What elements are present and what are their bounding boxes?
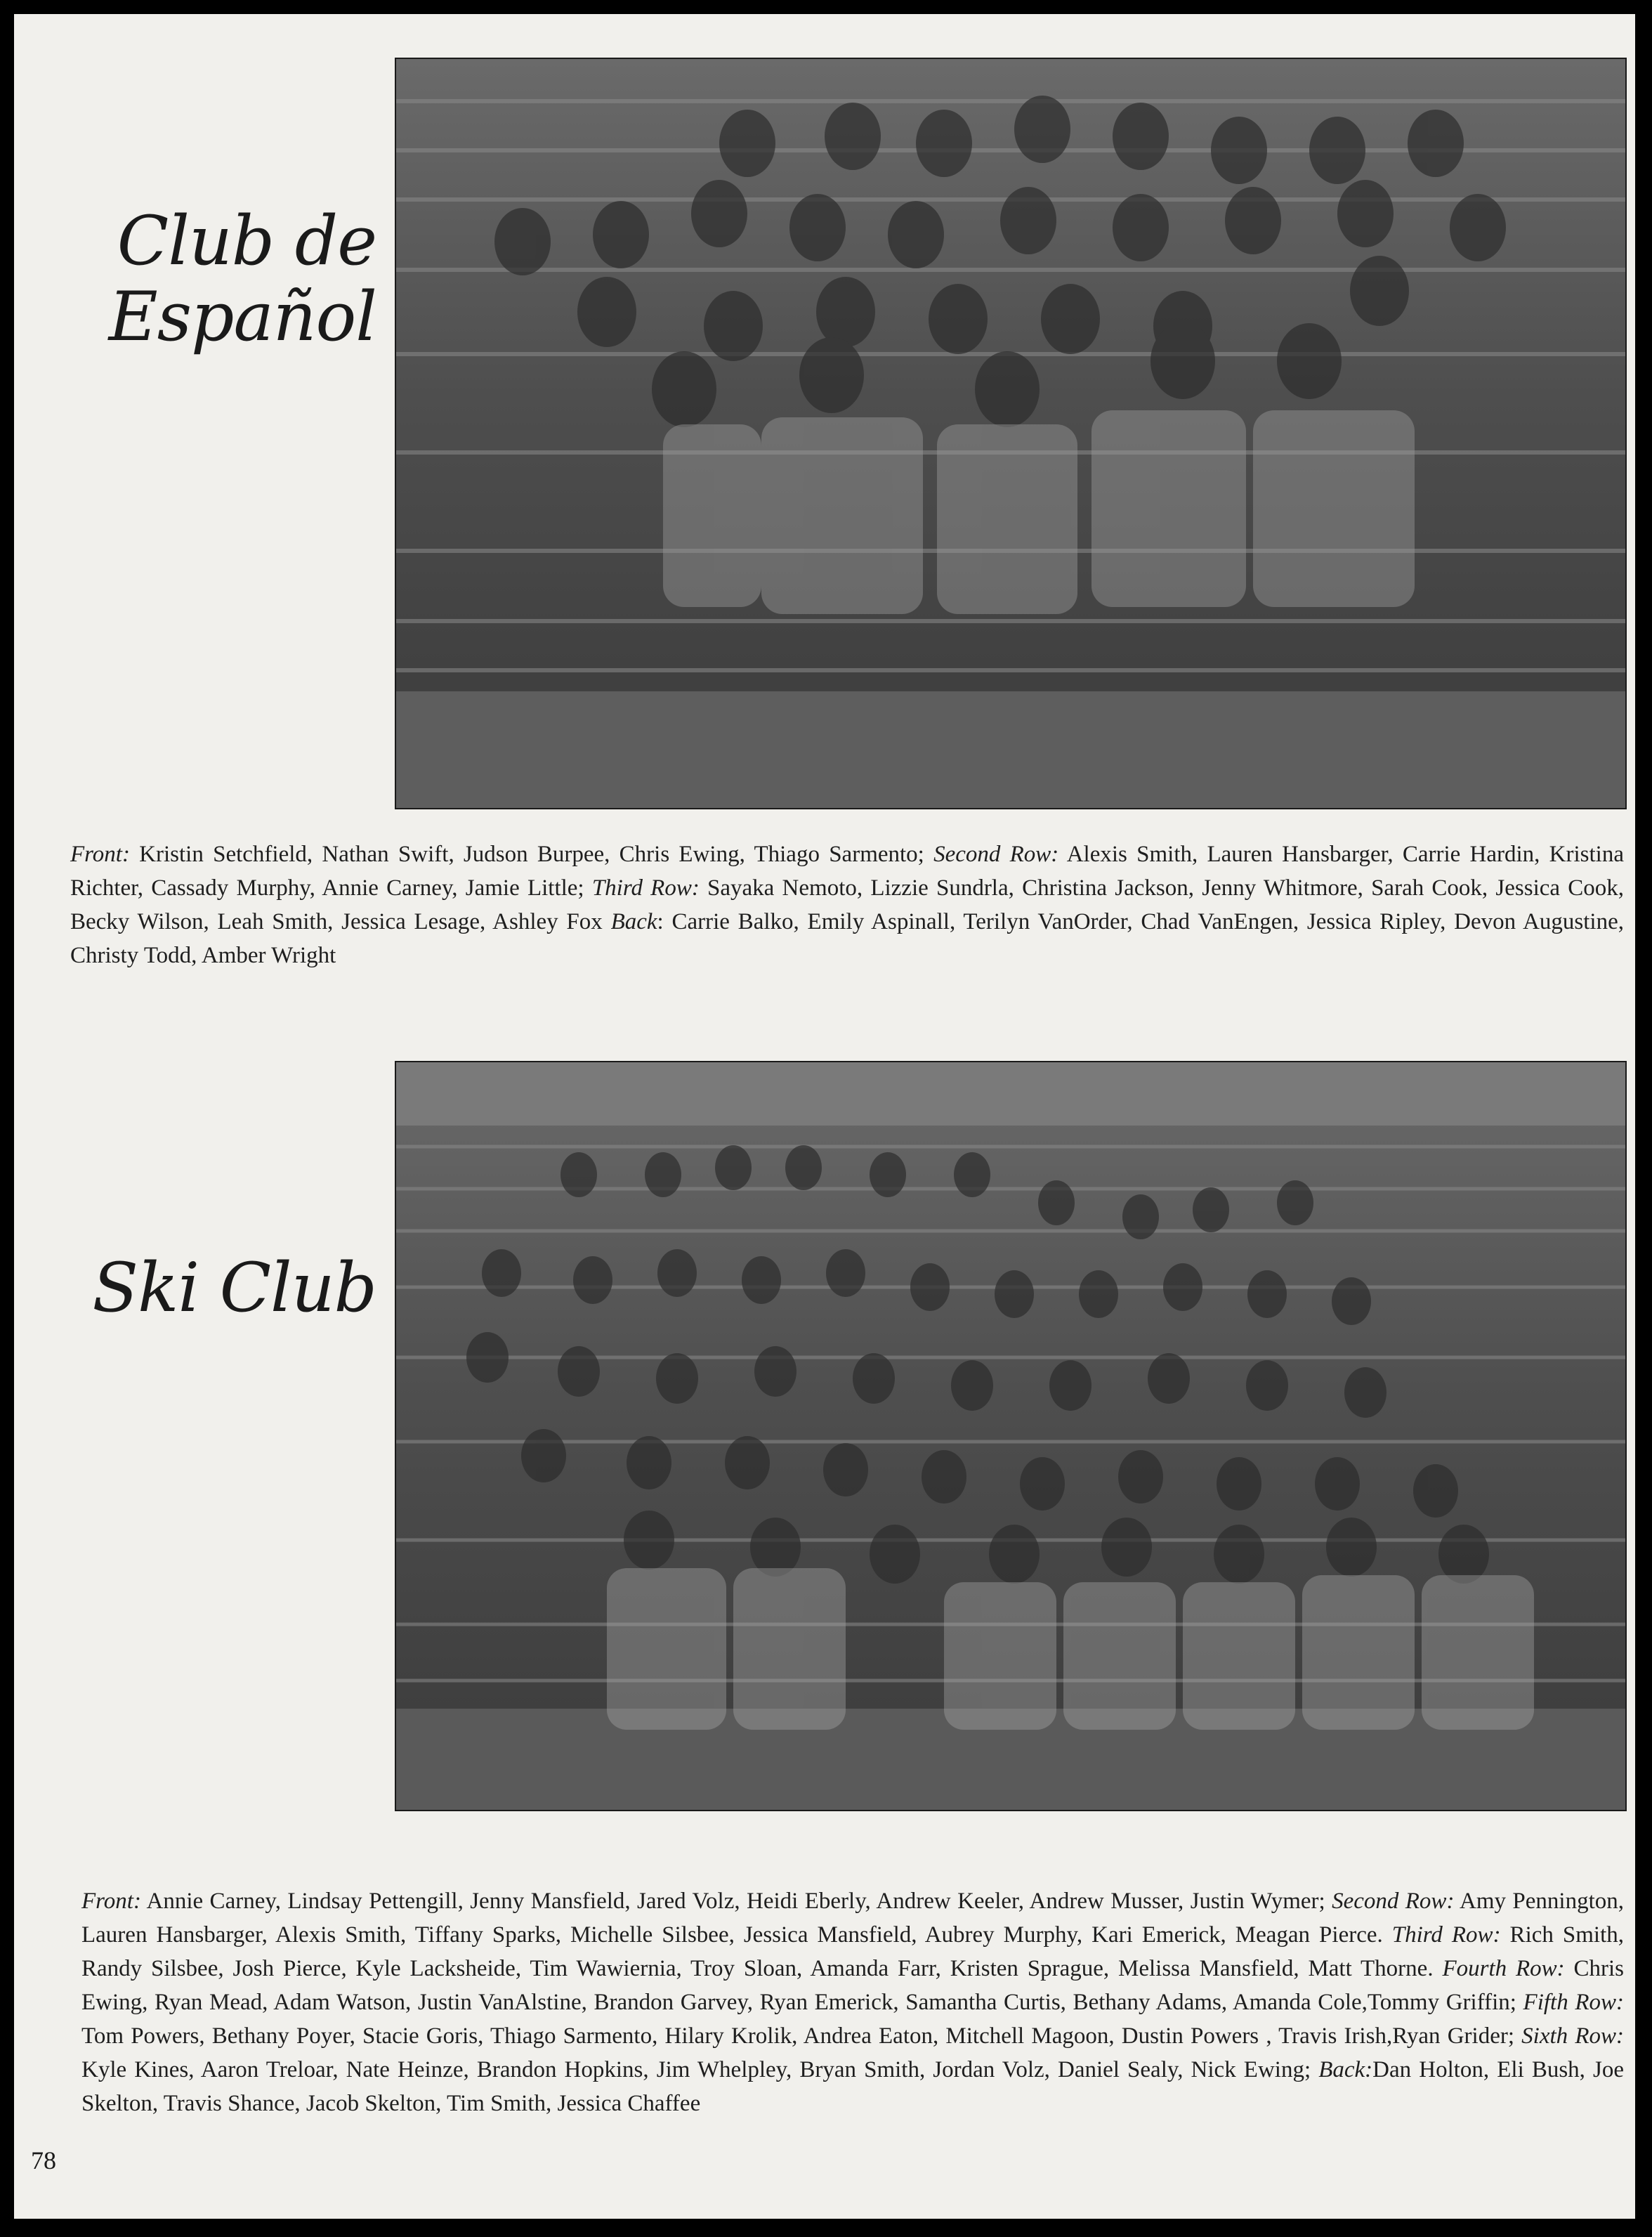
caption-label-second-row: Second Row:: [1332, 1889, 1455, 1914]
yearbook-page: [14, 14, 1635, 2219]
title-line-2: Español: [108, 277, 376, 356]
caption-names-front: Annie Carney, Lindsay Pettengill, Jenny Mansfield, Jared Volz, Heidi Eberly, Andrew Keeler, Andrew Musser, Justin Wymer;: [140, 1889, 1332, 1914]
caption-names-fourth-row: Chris Ewing, Ryan Mead, Adam Watson, Justin VanAlstine, Brandon Garvey, Ryan Emerick, Samantha Curtis, Bethany Adams, Amanda Cole,Tommy Griffin;: [81, 1956, 1624, 2015]
caption-label-back: Back:: [1318, 2057, 1373, 2082]
caption-label-sixth-row: Sixth Row:: [1521, 2023, 1624, 2049]
caption-label-third-row: Third Row:: [591, 875, 700, 901]
ski-club-title: [25, 1248, 376, 1327]
caption-names-third-row: Sayaka Nemoto, Lizzie Sundrla, Christina Jackson, Jenny Whitmore, Sarah Cook, Jessica Cook, Becky Wilson, Leah Smith, Jessica Lesage, Ashley Fox: [70, 875, 1625, 934]
caption-names-second-row: Alexis Smith, Lauren Hansbarger, Carrie Hardin, Kristina Richter, Cassady Murphy, Annie Carney, Jamie Little;: [70, 842, 1624, 901]
club-de-espanol-photo: [395, 58, 1627, 809]
caption-label-front: Front:: [81, 1889, 141, 1914]
caption-names-second-row: Amy Pennington, Lauren Hansbarger, Alexis Smith, Tiffany Sparks, Michelle Silsbee, Jessica Mansfield, Aubrey Murphy, Kari Emerick, Meagan Pierce.: [81, 1889, 1625, 1948]
title-line-1: Club de: [117, 202, 376, 280]
title-line-1: Ski Club: [92, 1248, 376, 1327]
caption-label-fifth-row: Fifth Row:: [1523, 1990, 1624, 2015]
caption-label-back: Back: [610, 909, 657, 934]
caption-label-fourth-row: Fourth Row:: [1442, 1956, 1565, 1981]
caption-names-back: Dan Holton, Eli Bush, Joe Skelton, Travis Shance, Jacob Skelton, Tim Smith, Jessica Chaffee: [81, 2057, 1625, 2116]
caption-names-fifth-row: Tom Powers, Bethany Poyer, Stacie Goris, Thiago Sarmento, Hilary Krolik, Andrea Eaton, Mitchell Magoon, Dustin Powers , Travis Irish,Ryan Grider;: [81, 2023, 1522, 2049]
caption-label-second-row: Second Row:: [933, 842, 1059, 867]
club-de-espanol-caption: [70, 837, 1624, 972]
caption-label-front: Front:: [70, 842, 130, 867]
bleacher-scene: [396, 59, 1625, 808]
caption-names-back: : Carrie Balko, Emily Aspinall, Terilyn VanOrder, Chad VanEngen, Jessica Ripley, Devon Augustine, Christy Todd, Amber Wright: [70, 909, 1624, 968]
caption-names-third-row: Rich Smith, Randy Silsbee, Josh Pierce, Kyle Lacksheide, Tim Wawiernia, Troy Sloan, Amanda Farr, Kristen Sprague, Melissa Mansfield, Matt Thorne.: [81, 1922, 1624, 1981]
caption-names-sixth-row: Kyle Kines, Aaron Treloar, Nate Heinze, Brandon Hopkins, Jim Whelpley, Bryan Smith, Jordan Volz, Daniel Sealy, Nick Ewing;: [81, 2057, 1319, 2082]
caption-names-front: Kristin Setchfield, Nathan Swift, Judson Burpee, Chris Ewing, Thiago Sarmento;: [129, 842, 934, 867]
bleacher-scene: [396, 1062, 1625, 1810]
caption-label-third-row: Third Row:: [1391, 1922, 1501, 1948]
club-de-espanol-title: [25, 204, 376, 355]
page-number: 78: [31, 2146, 56, 2174]
ski-club-caption: [81, 1884, 1624, 2120]
ski-club-photo: [395, 1061, 1627, 1811]
